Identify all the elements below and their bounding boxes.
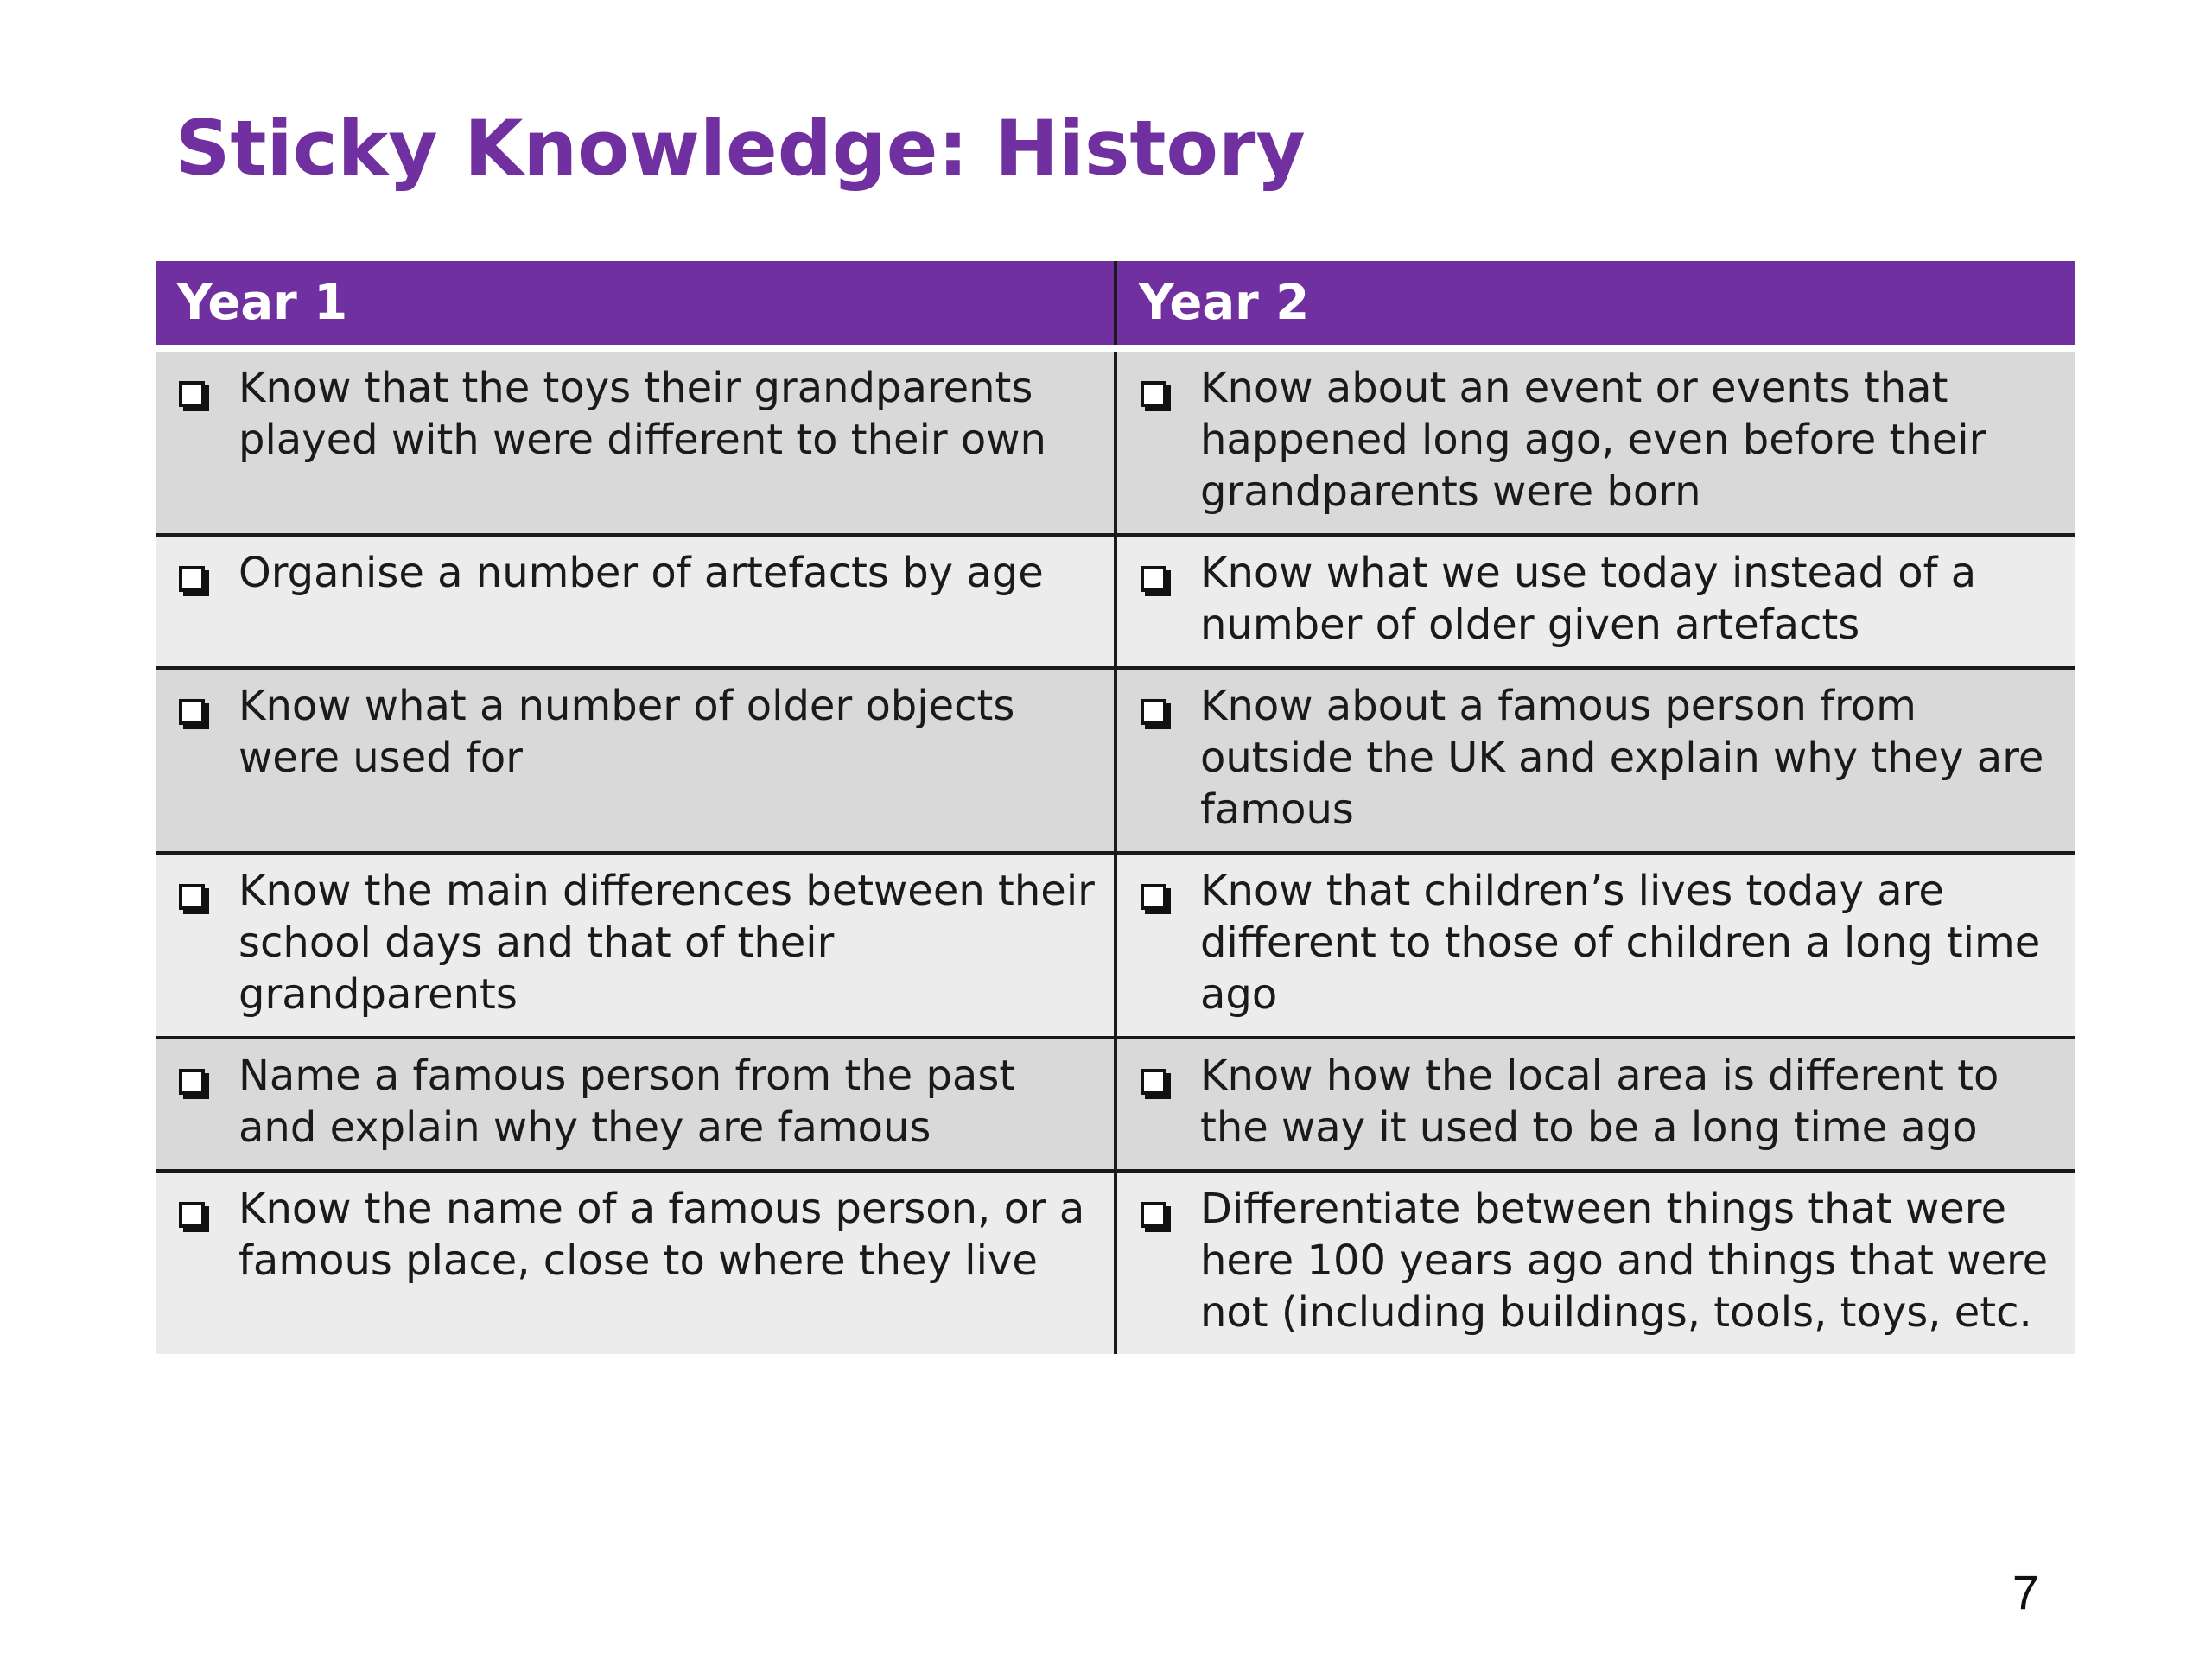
- list-item: [175, 547, 1095, 599]
- item-text: Know what a number of older objects were used for: [238, 682, 1015, 782]
- checkbox-icon[interactable]: [1141, 884, 1166, 910]
- table-header-row: [156, 261, 2075, 348]
- table-cell: [156, 535, 1116, 668]
- checkbox-icon[interactable]: [1141, 381, 1166, 407]
- table-row: [156, 853, 2075, 1038]
- sticky-knowledge-table: [156, 261, 2075, 1354]
- checkbox-icon[interactable]: [179, 884, 205, 910]
- item-text: Know the name of a famous person, or a famous place, close to where they live: [238, 1185, 1085, 1285]
- item-text: Know that the toys their grandparents played with were different to their own: [238, 364, 1046, 464]
- list-item: [175, 865, 1095, 1020]
- checkbox-icon[interactable]: [179, 699, 205, 725]
- table-row: [156, 348, 2075, 535]
- list-item: [1136, 362, 2056, 518]
- list-item: [1136, 680, 2056, 836]
- table-row: [156, 535, 2075, 668]
- checkbox-icon[interactable]: [179, 1202, 205, 1228]
- table-cell: [156, 668, 1116, 853]
- table-cell: [156, 853, 1116, 1038]
- item-text: Organise a number of artefacts by age: [238, 549, 1044, 597]
- table-cell: [1116, 348, 2075, 535]
- item-text: Know how the local area is different to the way it used to be a long time ago: [1200, 1052, 1999, 1152]
- table-cell: [1116, 1171, 2075, 1354]
- checkbox-icon[interactable]: [1141, 1202, 1166, 1228]
- checkbox-icon[interactable]: [1141, 1069, 1166, 1095]
- checkbox-icon[interactable]: [1141, 566, 1166, 592]
- checkbox-icon[interactable]: [1141, 699, 1166, 725]
- page-title: Sticky Knowledge: History: [175, 104, 1306, 193]
- list-item: [1136, 1050, 2056, 1154]
- table-cell: [1116, 668, 2075, 853]
- checkbox-icon[interactable]: [179, 566, 205, 592]
- item-text: Know about a famous person from outside the UK and explain why they are famous: [1200, 682, 2044, 834]
- page-number: 7: [2012, 1565, 2039, 1619]
- item-text: Know what we use today instead of a number of older given artefacts: [1200, 549, 1977, 649]
- table-cell: [1116, 853, 2075, 1038]
- item-text: Know that children’s lives today are different to those of children a long time ago: [1200, 867, 2041, 1019]
- item-text: Know the main differences between their school days and that of their grandparents: [238, 867, 1095, 1019]
- table-cell: [1116, 1038, 2075, 1171]
- checkbox-icon[interactable]: [179, 381, 205, 407]
- table-cell: [156, 348, 1116, 535]
- list-item: [175, 680, 1095, 784]
- list-item: [175, 362, 1095, 466]
- list-item: [1136, 547, 2056, 651]
- table-row: [156, 1171, 2075, 1354]
- column-header-year-1: Year 1: [156, 261, 1116, 348]
- table-cell: [1116, 535, 2075, 668]
- list-item: [1136, 1183, 2056, 1338]
- item-text: Differentiate between things that were here 100 years ago and things that were not (including buildings, tools, toys, etc.: [1200, 1185, 2049, 1337]
- list-item: [1136, 865, 2056, 1020]
- table-row: [156, 668, 2075, 853]
- list-item: [175, 1050, 1095, 1154]
- list-item: [175, 1183, 1095, 1287]
- table-cell: [156, 1171, 1116, 1354]
- item-text: Know about an event or events that happened long ago, even before their grandparents were born: [1200, 364, 1986, 516]
- column-header-year-2: Year 2: [1116, 261, 2075, 348]
- table-row: [156, 1038, 2075, 1171]
- checkbox-icon[interactable]: [179, 1069, 205, 1095]
- table-cell: [156, 1038, 1116, 1171]
- item-text: Name a famous person from the past and explain why they are famous: [238, 1052, 1016, 1152]
